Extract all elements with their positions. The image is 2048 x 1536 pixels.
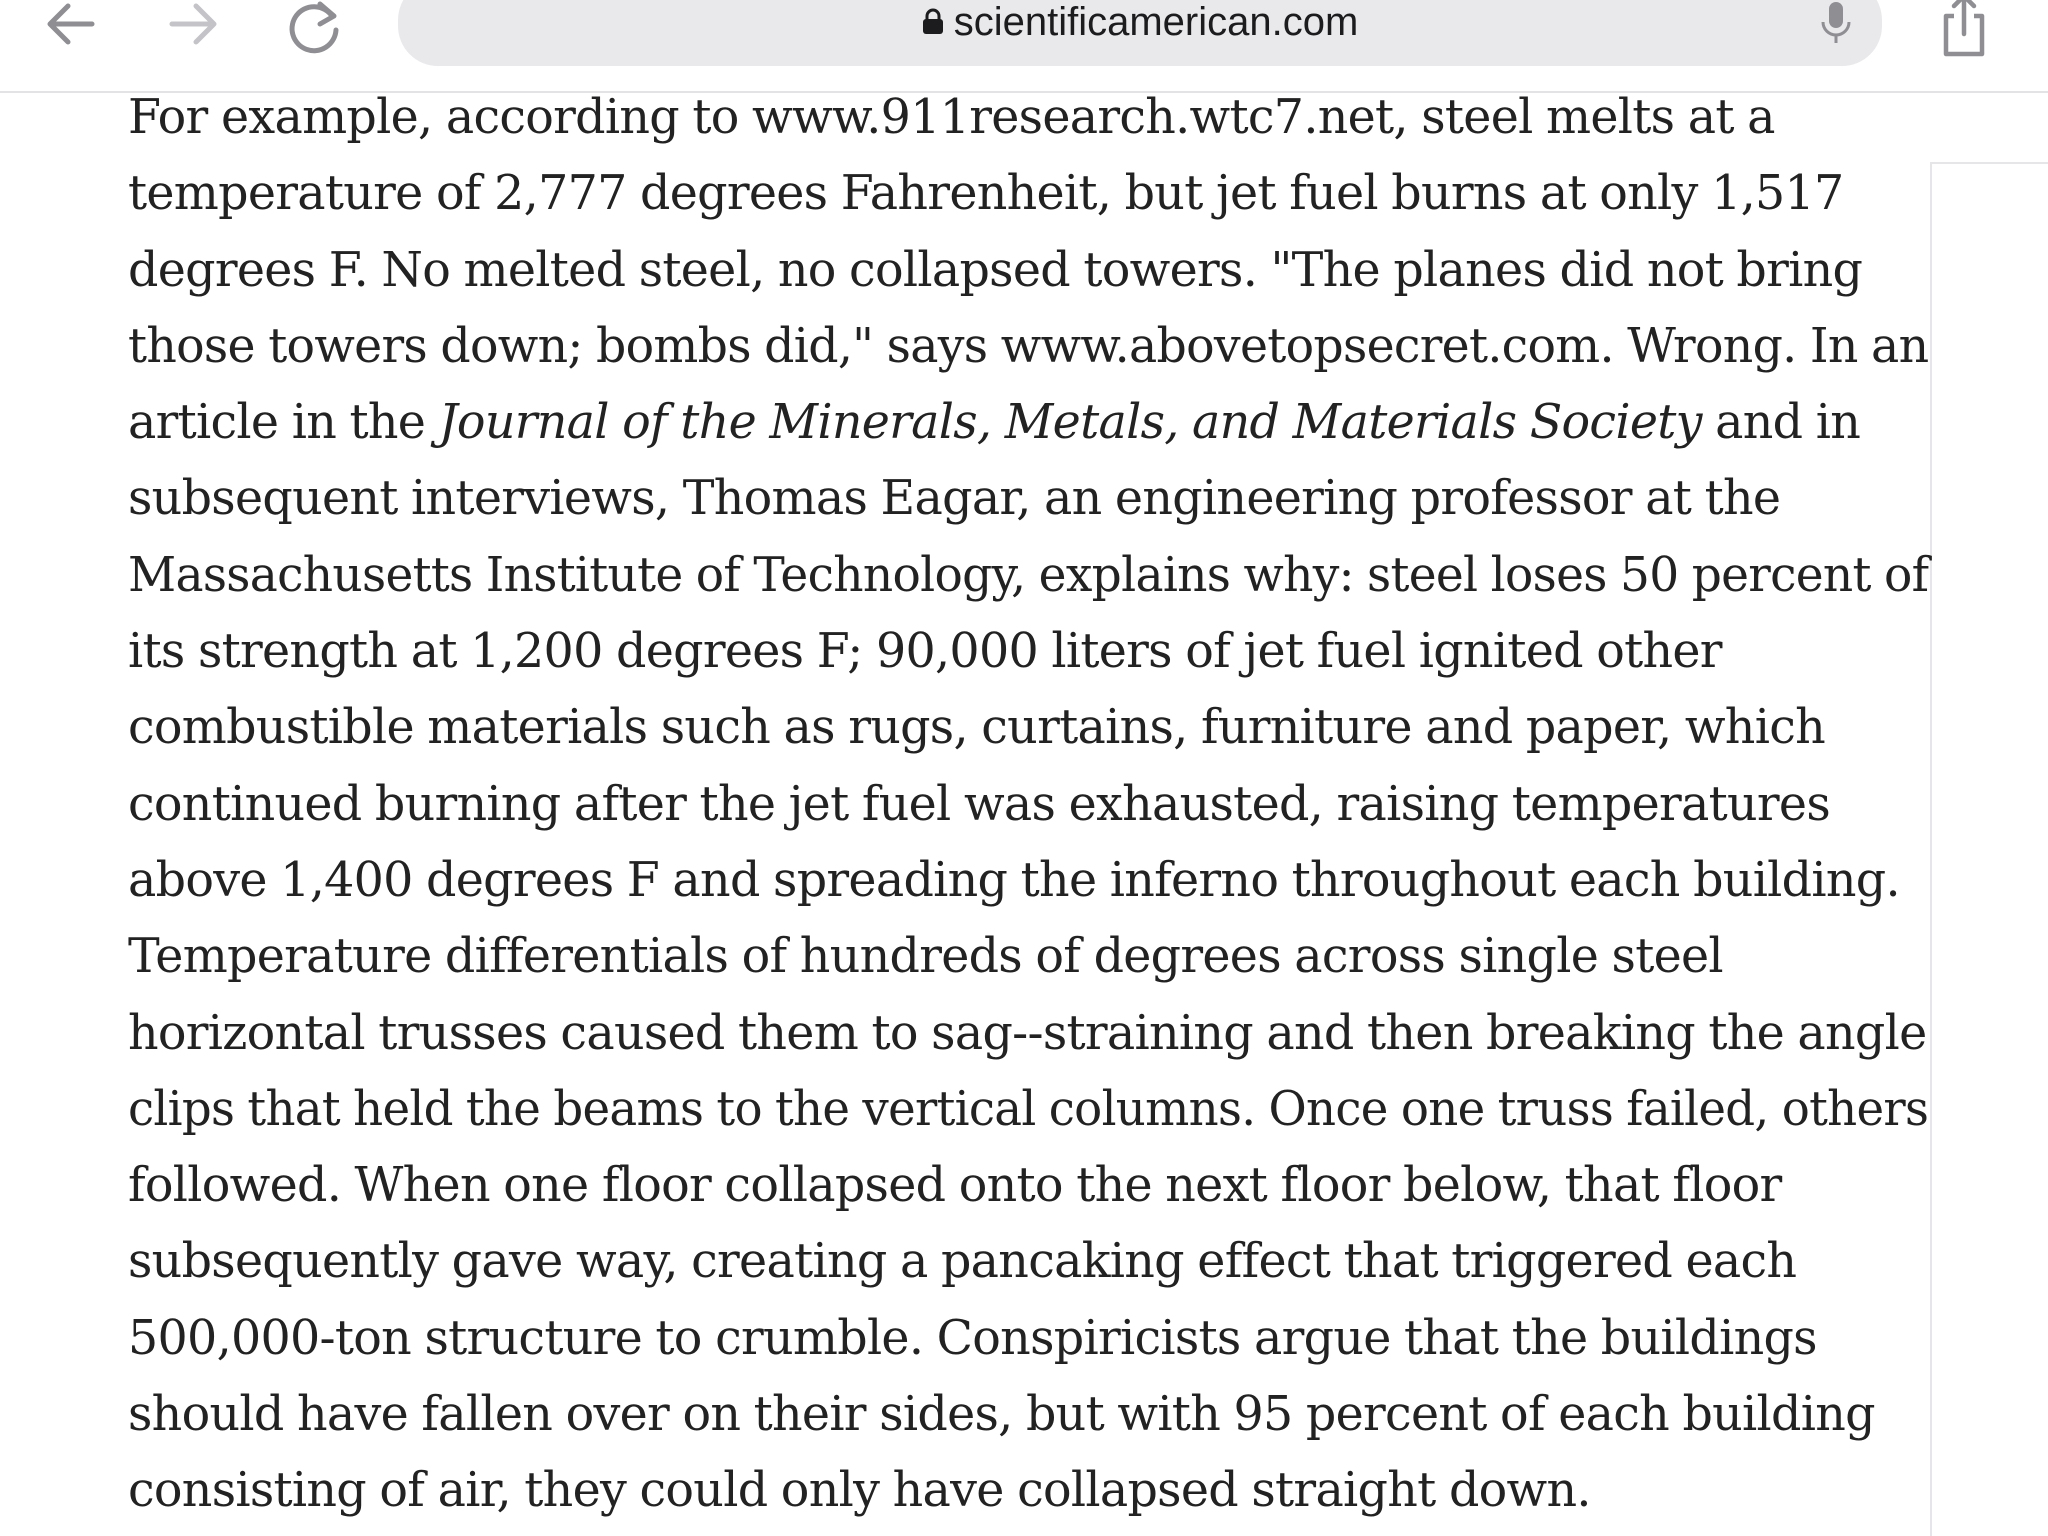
article-line xyxy=(128,385,1928,461)
url-text: scientificamerican.com xyxy=(953,0,1359,44)
article-line: combustible materials such as rugs, curtains, furniture and paper, which xyxy=(128,700,1825,756)
share-icon[interactable] xyxy=(1928,0,2000,62)
article-line: degrees F. No melted steel, no collapsed towers. "The planes did not bring xyxy=(128,242,1863,298)
article-line: its strength at 1,200 degrees F; 90,000 liters of jet fuel ignited other xyxy=(128,624,1722,680)
back-arrow-icon[interactable] xyxy=(34,0,106,66)
microphone-icon[interactable] xyxy=(1818,0,1854,46)
article-line: subsequent interviews, Thomas Eagar, an engineering professor at the xyxy=(128,471,1781,527)
article-line-segment: article in the xyxy=(128,395,439,451)
article-line: consisting of air, they could only have collapsed straight down. xyxy=(128,1463,1591,1519)
lock-icon xyxy=(922,7,944,35)
article-line: continued burning after the jet fuel was exhausted, raising temperatures xyxy=(128,776,1831,832)
article-line: For example, according to www.911research.wtc7.net, steel melts at a xyxy=(128,90,1775,145)
address-bar[interactable] xyxy=(398,0,1882,66)
url-display[interactable] xyxy=(398,0,1882,46)
article-line: temperature of 2,777 degrees Fahrenheit, but jet fuel burns at only 1,517 xyxy=(128,166,1844,222)
article-line: those towers down; bombs did," says www.abovetopsecret.com. Wrong. In an xyxy=(128,318,1929,374)
article-line: followed. When one floor collapsed onto the next floor below, that floor xyxy=(128,1158,1782,1214)
article-line: horizontal trusses caused them to sag--straining and then breaking the angle xyxy=(128,1005,1927,1061)
article-line: 500,000-ton structure to crumble. Conspiricists argue that the buildings xyxy=(128,1310,1817,1366)
journal-title: Journal of the Minerals, Metals, and Materials Society xyxy=(438,395,1702,451)
article-line: should have fallen over on their sides, but with 95 percent of each building xyxy=(128,1387,1875,1443)
side-panel xyxy=(1930,162,2048,1536)
forward-arrow-icon[interactable] xyxy=(158,0,230,66)
article-line: Temperature differentials of hundreds of degrees across single steel xyxy=(128,929,1723,985)
article-line: above 1,400 degrees F and spreading the inferno throughout each building. xyxy=(128,852,1900,908)
article-line: Massachusetts Institute of Technology, explains why: steel loses 50 percent of xyxy=(128,547,1929,603)
article-line: subsequently gave way, creating a pancaking effect that triggered each xyxy=(128,1234,1797,1290)
article-body xyxy=(128,80,1928,1530)
reload-icon[interactable] xyxy=(280,0,352,66)
article-line: clips that held the beams to the vertical columns. Once one truss failed, others xyxy=(128,1081,1929,1137)
article-line-segment: and in xyxy=(1701,395,1861,451)
